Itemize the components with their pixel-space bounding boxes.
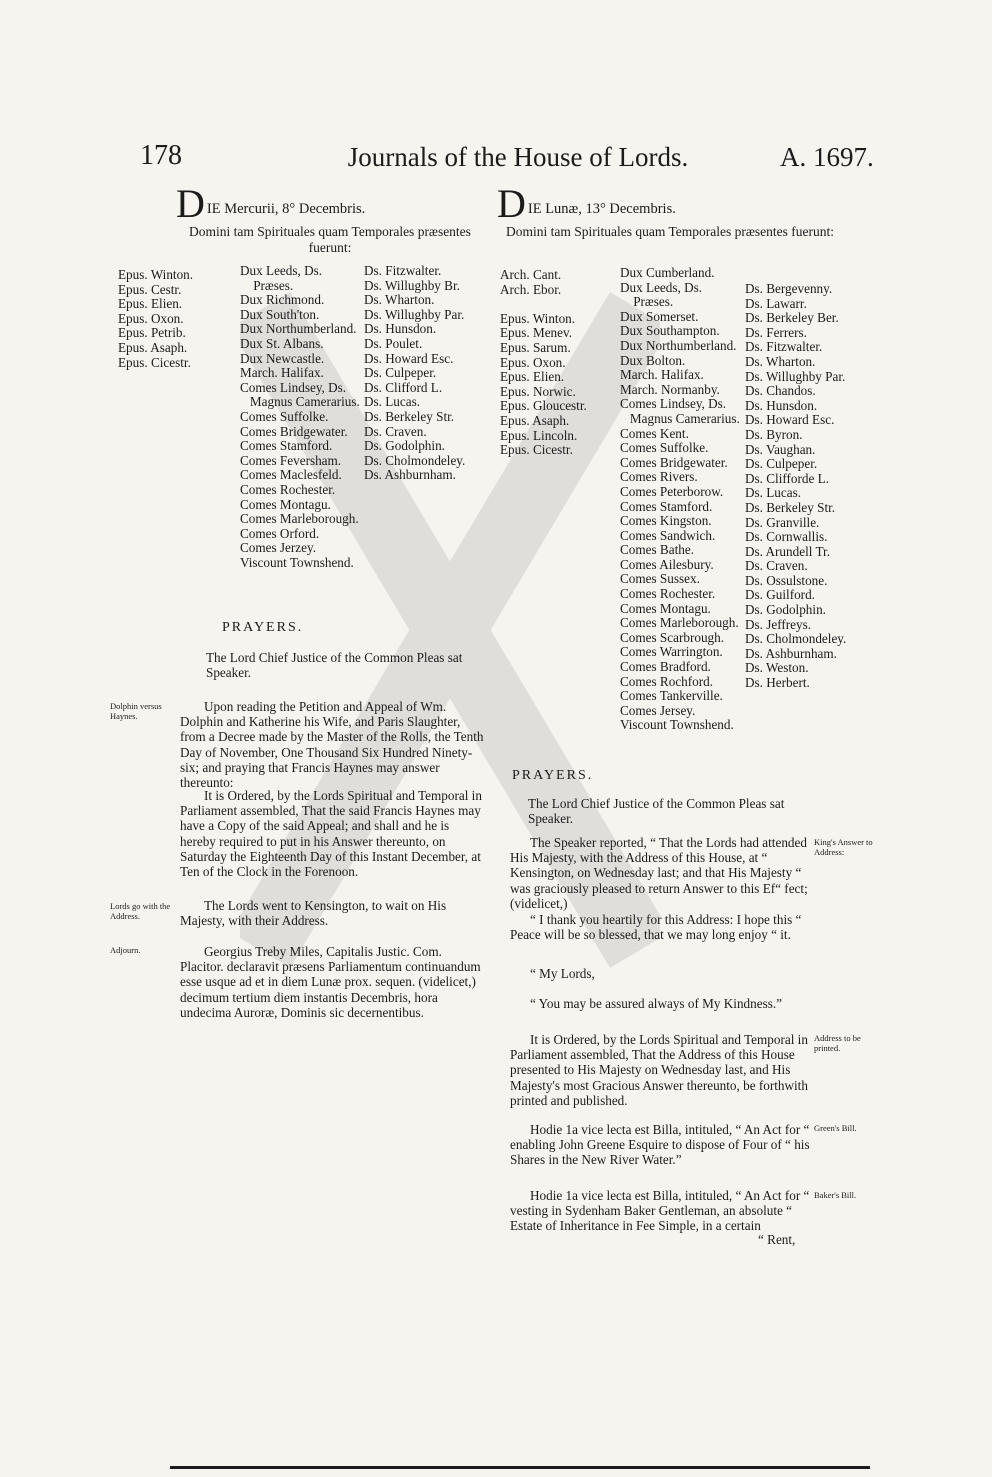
margin-note-lords-address: Lords go with the Address. [110, 901, 171, 921]
running-year: A. 1697. [780, 142, 874, 172]
left-speaker-line: The Lord Chief Justice of the Common Pleas sat Speaker. [206, 650, 463, 681]
catchword: “ Rent, [758, 1232, 796, 1247]
margin-note-address-printed: Address to be printed. [814, 1033, 861, 1053]
left-bishops-list: Epus. Winton. Epus. Cestr. Epus. Elien. Epus. Oxon. Epus. Petrib. Epus. Asaph. Epus. Cicestr. [118, 267, 194, 370]
margin-note-bakers-bill: Baker's Bill. [814, 1190, 857, 1200]
right-dateline-initial: D [497, 181, 526, 226]
paragraph-lords-kensington: The Lords went to Kensington, to wait on His Majesty, with their Address. [180, 898, 447, 929]
left-dukes-earls-list: Dux Leeds, Ds. Præses. Dux Richmond. Dux South'ton. Dux Northumberland. Dux St. Albans. Dux Newcastle. March. Halifax. Comes Lindsey, Ds. Magnus Camerarius. Comes Suffolke. Comes Bridgewater. Comes Stamford. Comes Feversham. Comes Maclesfeld. Comes Rochester. Comes Montagu. Comes Marleborough. Comes Orford. Comes Jerzey. Viscount Townshend. [240, 263, 360, 570]
left-prayers-heading: PRAYERS. [222, 620, 304, 635]
left-domini-heading: Domini tam Spirituales quam Temporales præsentes fuerunt: [189, 224, 471, 255]
right-domini-heading: Domini tam Spirituales quam Temporales præsentes fuerunt: [506, 224, 834, 239]
right-prayers-heading: PRAYERS. [512, 768, 594, 783]
page-number: 178 [140, 140, 182, 171]
left-dateline-text: IE Mercurii, 8° Decembris. [206, 201, 366, 217]
paragraph-king-thanks: “ I thank you heartily for this Address: I hope this “ Peace will be so blessed, that we may long enjoy “ it. [510, 912, 802, 943]
bottom-rule [170, 1466, 870, 1469]
right-dateline-text: IE Lunæ, 13° Decembris. [527, 201, 676, 217]
right-bishops-list: Arch. Cant. Arch. Ebor. Epus. Winton. Epus. Menev. Epus. Sarum. Epus. Oxon. Epus. Elien. Epus. Norwic. Epus. Gloucestr. Epus. Asaph. Epus. Lincoln. Epus. Cicestr. [500, 267, 587, 458]
right-speaker-line: The Lord Chief Justice of the Common Pleas sat Speaker. [528, 796, 785, 827]
paragraph-bakers-bill: Hodie 1a vice lecta est Billa, intituled, “ An Act for “ vesting in Sydenham Baker Gentleman, an absolute “ Estate of Inheritance in Fee Simple, in a certain [510, 1188, 810, 1234]
paragraph-my-lords: “ My Lords, [530, 966, 595, 981]
paragraph-greens-bill: Hodie 1a vice lecta est Billa, intituled, “ An Act for “ enabling John Greene Esquire to dispose of Four of “ his Shares in the New River Water.” [510, 1122, 810, 1168]
paragraph-dolphin-petition: Upon reading the Petition and Appeal of Wm. Dolphin and Katherine his Wife, and Paris Slaughter, from a Decree made by the Master of the Rolls, the Tenth Day of November, One Thousand Six Hundred Ninety-six; and praying that Francis Haynes may answer thereunto: [180, 699, 484, 791]
left-barons-list: Ds. Fitzwalter. Ds. Willughby Br. Ds. Wharton. Ds. Willughby Par. Ds. Hunsdon. Ds. Poulet. Ds. Howard Esc. Ds. Culpeper. Ds. Clifford L. Ds. Lucas. Ds. Berkeley Str. Ds. Craven. Ds. Godolphin. Ds. Cholmondeley. Ds. Ashburnham. [364, 263, 466, 483]
margin-note-greens-bill: Green's Bill. [814, 1123, 857, 1133]
paragraph-order-haynes: It is Ordered, by the Lords Spiritual and Temporal in Parliament assembled, That the said Francis Haynes may have a Copy of the said Appeal; and shall and he is hereby required to put in his Answer thereunto, on Saturday the Eighteenth Day of this Instant December, at Ten of the Clock in the Forenoon. [180, 788, 482, 880]
margin-note-kings-answer: King's Answer to Address: [814, 837, 873, 857]
right-dateline [497, 180, 676, 227]
margin-note-dolphin: Dolphin versus Haynes. [110, 701, 162, 721]
left-dateline [176, 180, 365, 227]
paragraph-address-printed: It is Ordered, by the Lords Spiritual and Temporal in Parliament assembled, That the Address of this House presented to His Majesty on Wednesday last, and His Majesty's most Gracious Answer thereunto, be forthwith printed and published. [510, 1032, 808, 1108]
paragraph-assured-kindness: “ You may be assured always of My Kindness.” [530, 996, 782, 1011]
paragraph-adjournment: Georgius Treby Miles, Capitalis Justic. Com. Placitor. declaravit præsens Parliamentum continuandum esse usque ad et in diem Lunæ prox. sequen. (videlicet,) decimum tertium diem instantis Decembris, hora undecima Auroræ, Dominis sic decernentibus. [180, 944, 481, 1020]
running-title: Journals of the House of Lords. [347, 142, 689, 172]
left-dateline-initial: D [176, 181, 205, 226]
right-barons-list: Ds. Bergevenny. Ds. Lawarr. Ds. Berkeley Ber. Ds. Ferrers. Ds. Fitzwalter. Ds. Wharton. Ds. Willughby Par. Ds. Chandos. Ds. Hunsdon. Ds. Howard Esc. Ds. Byron. Ds. Vaughan. Ds. Culpeper. Ds. Clifforde L. Ds. Lucas. Ds. Berkeley Str. Ds. Granville. Ds. Cornwallis. Ds. Arundell Tr. Ds. Craven. Ds. Ossulstone. Ds. Guilford. Ds. Godolphin. Ds. Jeffreys. Ds. Cholmondeley. Ds. Ashburnham. Ds. Weston. Ds. Herbert. [745, 281, 847, 691]
paragraph-speaker-reported: The Speaker reported, “ That the Lords had attended His Majesty, with the Address of this House, at “ Kensington, on Wednesday last; and that His Majesty “ was graciously pleased to return Answer to this Ef“ fect; (videlicet,) [510, 835, 808, 911]
right-dukes-earls-list: Dux Cumberland. Dux Leeds, Ds. Præses. Dux Somerset. Dux Southampton. Dux Northumberland. Dux Bolton. March. Halifax. March. Normanby. Comes Lindsey, Ds. Magnus Camerarius. Comes Kent. Comes Suffolke. Comes Bridgewater. Comes Rivers. Comes Peterborow. Comes Stamford. Comes Kingston. Comes Sandwich. Comes Bathe. Comes Ailesbury. Comes Sussex. Comes Rochester. Comes Montagu. Comes Marleborough. Comes Scarbrough. Comes Warrington. Comes Bradford. Comes Rochford. Comes Tankerville. Comes Jersey. Viscount Townshend. [620, 265, 740, 733]
margin-note-adjourn: Adjourn. [110, 945, 141, 955]
